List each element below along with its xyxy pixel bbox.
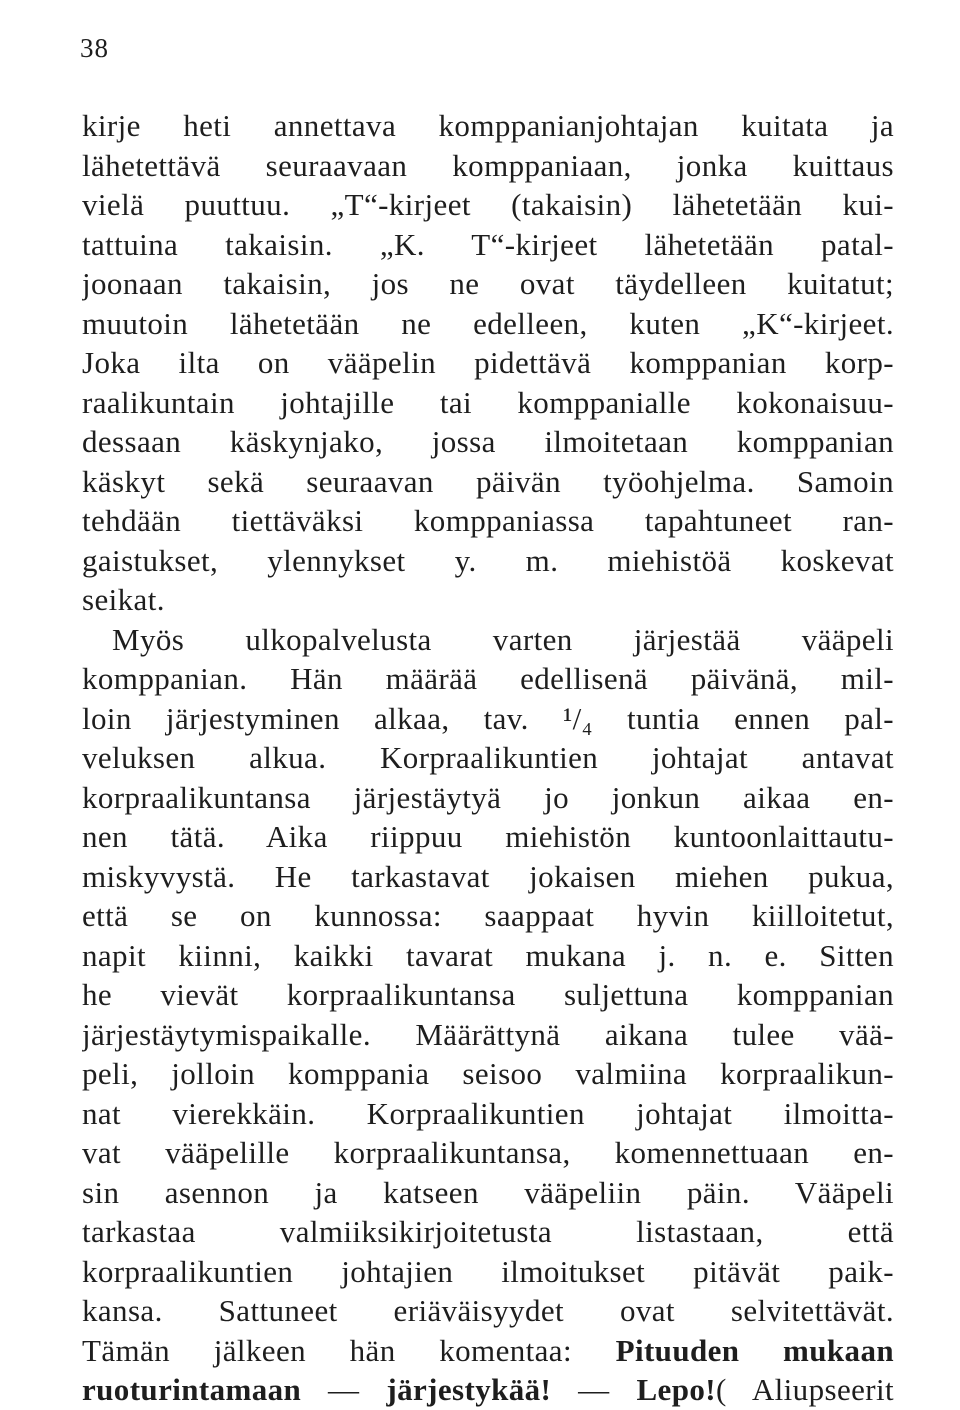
text-line: tehdään tiettäväksi komppaniassa tapahtuneet ran- [82, 503, 894, 538]
text-line: käskyt sekä seuraavan päivän työohjelma. Samoin [82, 463, 894, 499]
text-line: gaistukset, ylennykset y. m. miehistöä koskevat [82, 542, 894, 578]
text-line: he vievät korpraalikuntansa suljettuna komppanian [82, 977, 894, 1012]
text-line: korpraalikuntien johtajien ilmoitukset pitävät paik- [82, 1253, 894, 1289]
command-text: Lepo! [636, 1372, 716, 1407]
text-line: tattuina takaisin. „K. T“-kirjeet lähetetään patal- [82, 226, 894, 262]
text-line: peli, jolloin komppania seisoo valmiina korpraalikun- [82, 1056, 894, 1091]
text-line: nat vierekkäin. Korpraalikuntien johtajat ilmoitta- [82, 1095, 894, 1131]
text-line: että se on kunnossa: saappaat hyvin kiilloitetut, [82, 898, 894, 933]
text-line: miskyvystä. He tarkastavat jokaisen miehen pukua, [82, 858, 894, 894]
text-line: raalikuntain johtajille tai komppanialle kokonaisuu- [82, 384, 894, 420]
command-text: ruoturintamaan [82, 1372, 302, 1407]
text-line: kirje heti annettava komppanianjohtajan kuitata ja [82, 108, 894, 143]
text-line: loin järjestyminen alkaa, tav. ¹/₄ tuntia ennen pal- [82, 700, 894, 736]
text-line: Myös ulkopalvelusta varten järjestää vääpeli [112, 621, 894, 657]
text-line: muutoin lähetetään ne edelleen, kuten „K“-kirjeet. [82, 305, 894, 341]
page-number: 38 [80, 33, 109, 63]
text-line: tarkastaa valmiiksikirjoitetusta listastaan, että [82, 1214, 894, 1249]
text-line: vielä puuttuu. „T“-kirjeet (takaisin) lähetetään kui- [82, 187, 894, 222]
text-line: nen tätä. Aika riippuu miehistön kuntoonlaittautu- [82, 819, 894, 854]
paragraph-1 [82, 106, 894, 620]
text-run: ( Aliupseerit [715, 1372, 894, 1407]
text-line: lähetettävä seuraavaan komppaniaan, jonka kuittaus [82, 147, 894, 183]
text-line: sin asennon ja katseen vääpeliin päin. Vääpeli [82, 1174, 894, 1210]
text-line: dessaan käskynjako, jossa ilmoitetaan komppanian [82, 424, 894, 459]
text-line: korpraalikuntansa järjestäytyä jo jonkun aikaa en- [82, 779, 894, 815]
text-line: järjestäytymispaikalle. Määrättynä aikana tulee vää- [82, 1016, 894, 1052]
command-text: järjestykää! [386, 1372, 552, 1407]
text-line: kansa. Sattuneet eriäväisyydet ovat selvitettävät. [82, 1293, 894, 1328]
text-line: seikat. [82, 582, 165, 617]
text-run: Tämän jälkeen hän komentaa: [82, 1332, 616, 1368]
text-line: komppanian. Hän määrää edellisenä päivänä, mil- [82, 661, 894, 696]
text-line: joonaan takaisin, jos ne ovat täydelleen kuitatut; [82, 266, 894, 301]
text-line: vat vääpelille korpraalikuntansa, komennettuaan en- [82, 1135, 894, 1170]
paragraph-2 [82, 620, 894, 1410]
command-text: Pituuden mukaan [615, 1332, 894, 1368]
text-line: Joka ilta on vääpelin pidettävä komppanian korp- [82, 345, 894, 380]
text-line: napit kiinni, kaikki tavarat mukana j. n. e. Sitten [82, 937, 894, 973]
command-line-1 [82, 1331, 894, 1371]
em-dash: — [551, 1372, 637, 1407]
em-dash: — [301, 1372, 387, 1407]
text-line: veluksen alkua. Korpraalikuntien johtajat antavat [82, 740, 894, 775]
command-line-2 [82, 1370, 894, 1410]
body-text [82, 106, 894, 1410]
